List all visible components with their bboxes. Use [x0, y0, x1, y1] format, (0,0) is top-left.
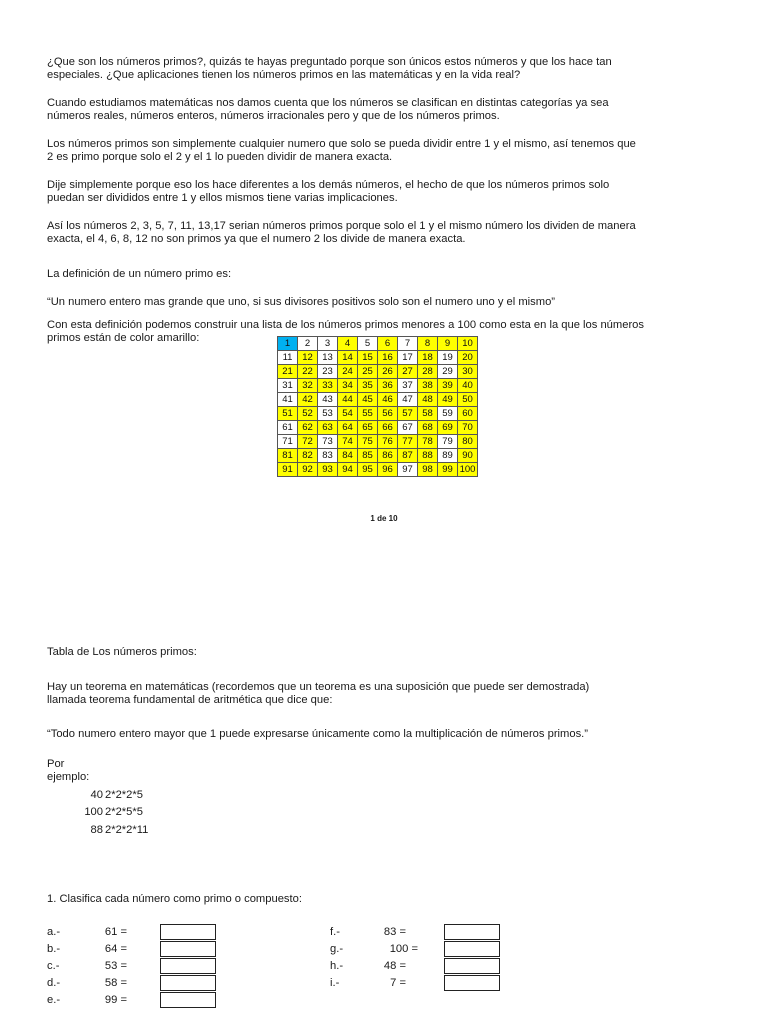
grid-cell: 99 [438, 463, 458, 477]
grid-cell: 48 [418, 393, 438, 407]
grid-cell: 60 [458, 407, 478, 421]
grid-cell: 47 [398, 393, 418, 407]
definition-heading: La definición de un número primo es: [47, 268, 232, 280]
exercise-label: g.- [330, 943, 344, 955]
grid-row [278, 365, 478, 379]
exercise-label: h.- [330, 960, 344, 972]
grid-cell: 94 [338, 463, 358, 477]
grid-cell: 82 [298, 449, 318, 463]
exercise-label: c.- [47, 960, 60, 972]
grid-cell: 45 [358, 393, 378, 407]
grid-cell: 61 [278, 421, 298, 435]
grid-cell: 90 [458, 449, 478, 463]
grid-cell: 91 [278, 463, 298, 477]
grid-cell: 15 [358, 351, 378, 365]
grid-cell: 56 [378, 407, 398, 421]
grid-cell: 32 [298, 379, 318, 393]
example-number: 40 [90, 789, 103, 801]
grid-cell: 95 [358, 463, 378, 477]
example-factorization: 2*2*5*5 [105, 806, 143, 818]
grid-cell: 21 [278, 365, 298, 379]
grid-cell: 35 [358, 379, 378, 393]
grid-cell: 52 [298, 407, 318, 421]
grid-cell: 75 [358, 435, 378, 449]
grid-cell: 74 [338, 435, 358, 449]
grid-cell: 54 [338, 407, 358, 421]
grid-row [278, 449, 478, 463]
grid-cell: 67 [398, 421, 418, 435]
grid-cell: 46 [378, 393, 398, 407]
theorem-quote: “Todo numero entero mayor que 1 puede expresarse únicamente como la multiplicación de números primos.” [47, 728, 589, 740]
grid-cell: 96 [378, 463, 398, 477]
grid-cell: 23 [318, 365, 338, 379]
grid-row [278, 435, 478, 449]
answer-box[interactable] [444, 958, 500, 974]
grid-cell: 51 [278, 407, 298, 421]
grid-cell: 10 [458, 337, 478, 351]
grid-cell: 24 [338, 365, 358, 379]
grid-cell: 17 [398, 351, 418, 365]
answer-box[interactable] [160, 924, 216, 940]
grid-cell: 31 [278, 379, 298, 393]
grid-cell: 84 [338, 449, 358, 463]
grid-row [278, 463, 478, 477]
exercise-label: f.- [330, 926, 340, 938]
grid-cell: 44 [338, 393, 358, 407]
paragraph-line: Dije simplemente porque eso los hace diferentes a los demás números, el hecho de que los números primos solo [47, 179, 610, 191]
exercise-expr: 100 = [389, 943, 418, 955]
grid-cell: 18 [418, 351, 438, 365]
exercise-label: i.- [330, 977, 340, 989]
exercise-label: d.- [47, 977, 61, 989]
grid-cell: 76 [378, 435, 398, 449]
paragraph-line: Con esta definición podemos construir una lista de los números primos menores a 100 como esta en la que los números [47, 319, 644, 331]
grid-cell: 78 [418, 435, 438, 449]
example-label: ejemplo: [47, 771, 90, 783]
grid-cell: 92 [298, 463, 318, 477]
grid-cell: 30 [458, 365, 478, 379]
exercise-label: b.- [47, 943, 61, 955]
grid-cell: 43 [318, 393, 338, 407]
grid-row [278, 393, 478, 407]
grid-cell: 66 [378, 421, 398, 435]
exercise-expr: 64 = [104, 943, 127, 955]
exercise-expr: 61 = [104, 926, 127, 938]
grid-cell: 42 [298, 393, 318, 407]
grid-cell: 69 [438, 421, 458, 435]
grid-cell: 83 [318, 449, 338, 463]
grid-cell: 38 [418, 379, 438, 393]
grid-cell: 93 [318, 463, 338, 477]
grid-row [278, 407, 478, 421]
grid-row [278, 421, 478, 435]
grid-cell: 12 [298, 351, 318, 365]
grid-cell: 49 [438, 393, 458, 407]
grid-cell: 55 [358, 407, 378, 421]
exercise-expr: 83 = [383, 926, 406, 938]
grid-cell: 41 [278, 393, 298, 407]
grid-cell: 9 [438, 337, 458, 351]
paragraph-line: números reales, números enteros, números irracionales pero y que de los números primos. [47, 110, 500, 122]
example-number: 100 [84, 806, 103, 818]
grid-cell: 100 [458, 463, 478, 477]
grid-cell: 11 [278, 351, 298, 365]
answer-box[interactable] [160, 975, 216, 991]
grid-cell: 22 [298, 365, 318, 379]
exercise-label: a.- [47, 926, 61, 938]
grid-cell: 71 [278, 435, 298, 449]
paragraph-line: 2 es primo porque solo el 2 y el 1 lo pueden dividir de manera exacta. [47, 151, 393, 163]
grid-cell: 7 [398, 337, 418, 351]
paragraph-line: Cuando estudiamos matemáticas nos damos cuenta que los números se clasifican en distintas categorías ya sea [47, 97, 609, 109]
exercise-expr: 48 = [383, 960, 406, 972]
grid-cell: 4 [338, 337, 358, 351]
definition-quote: “Un numero entero mas grande que uno, si sus divisores positivos solo son el numero uno y el mismo” [47, 296, 556, 308]
exercise-expr: 58 = [104, 977, 127, 989]
grid-cell: 87 [398, 449, 418, 463]
grid-cell: 81 [278, 449, 298, 463]
grid-cell: 58 [418, 407, 438, 421]
grid-cell: 26 [378, 365, 398, 379]
grid-cell: 3 [318, 337, 338, 351]
grid-cell: 28 [418, 365, 438, 379]
example-number: 88 [90, 824, 103, 836]
grid-cell: 33 [318, 379, 338, 393]
grid-row [278, 337, 478, 351]
grid-row [278, 379, 478, 393]
grid-cell: 97 [398, 463, 418, 477]
paragraph-line: puedan ser divididos entre 1 y ellos mismos tiene varias implicaciones. [47, 192, 398, 204]
grid-cell: 63 [318, 421, 338, 435]
grid-cell: 40 [458, 379, 478, 393]
grid-cell: 57 [398, 407, 418, 421]
grid-cell: 86 [378, 449, 398, 463]
grid-cell: 98 [418, 463, 438, 477]
grid-cell: 19 [438, 351, 458, 365]
grid-cell: 68 [418, 421, 438, 435]
exercise-title: 1. Clasifica cada número como primo o compuesto: [47, 893, 302, 905]
grid-cell: 34 [338, 379, 358, 393]
paragraph-line: llamada teorema fundamental de aritmética que dice que: [47, 694, 333, 706]
grid-cell: 73 [318, 435, 338, 449]
grid-cell: 89 [438, 449, 458, 463]
grid-cell: 20 [458, 351, 478, 365]
answer-box[interactable] [160, 992, 216, 1008]
page-number: 1 de 10 [370, 514, 398, 523]
grid-cell: 25 [358, 365, 378, 379]
grid-cell: 70 [458, 421, 478, 435]
paragraph-line: Así los números 2, 3, 5, 7, 11, 13,17 serian números primos porque solo el 1 y el mismo número los dividen de manera [47, 220, 636, 232]
example-label: Por [47, 758, 65, 770]
exercise-expr: 7 = [390, 977, 406, 989]
grid-cell: 39 [438, 379, 458, 393]
paragraph-line: exacta, el 4, 6, 8, 12 no son primos ya que el numero 2 los divide de manera exacta. [47, 233, 466, 245]
grid-cell: 53 [318, 407, 338, 421]
grid-cell: 79 [438, 435, 458, 449]
grid-cell: 5 [358, 337, 378, 351]
grid-cell: 2 [298, 337, 318, 351]
answer-box[interactable] [160, 941, 216, 957]
paragraph-line: primos están de color amarillo: [47, 332, 200, 344]
grid-cell: 65 [358, 421, 378, 435]
prime-number-grid [277, 336, 478, 477]
grid-cell: 62 [298, 421, 318, 435]
grid-cell: 50 [458, 393, 478, 407]
grid-cell: 36 [378, 379, 398, 393]
grid-cell: 37 [398, 379, 418, 393]
grid-cell: 1 [278, 337, 298, 351]
exercise-expr: 99 = [104, 994, 127, 1006]
grid-cell: 64 [338, 421, 358, 435]
answer-box[interactable] [444, 941, 500, 957]
example-factorization: 2*2*2*5 [105, 789, 143, 801]
grid-cell: 59 [438, 407, 458, 421]
grid-cell: 85 [358, 449, 378, 463]
example-factorization: 2*2*2*11 [105, 824, 149, 836]
answer-box[interactable] [160, 958, 216, 974]
exercise-label: e.- [47, 994, 61, 1006]
grid-cell: 13 [318, 351, 338, 365]
grid-cell: 88 [418, 449, 438, 463]
exercise-expr: 53 = [104, 960, 127, 972]
paragraph-line: Los números primos son simplemente cualquier numero que solo se pueda dividir entre 1 y el mismo, así tenemos que [47, 138, 636, 150]
section-title: Tabla de Los números primos: [47, 646, 197, 658]
grid-cell: 80 [458, 435, 478, 449]
grid-cell: 29 [438, 365, 458, 379]
paragraph-line: especiales. ¿Que aplicaciones tienen los números primos en las matemáticas y en la vida real? [47, 69, 521, 81]
grid-cell: 27 [398, 365, 418, 379]
grid-cell: 72 [298, 435, 318, 449]
grid-cell: 16 [378, 351, 398, 365]
grid-cell: 14 [338, 351, 358, 365]
paragraph-line: ¿Que son los números primos?, quizás te hayas preguntado porque son únicos estos números y que los hace tan [47, 56, 612, 68]
paragraph-line: Hay un teorema en matemáticas (recordemos que un teorema es una suposición que puede ser demostrada) [47, 681, 590, 693]
grid-cell: 77 [398, 435, 418, 449]
answer-box[interactable] [444, 975, 500, 991]
grid-cell: 6 [378, 337, 398, 351]
grid-cell: 8 [418, 337, 438, 351]
grid-row [278, 351, 478, 365]
answer-box[interactable] [444, 924, 500, 940]
